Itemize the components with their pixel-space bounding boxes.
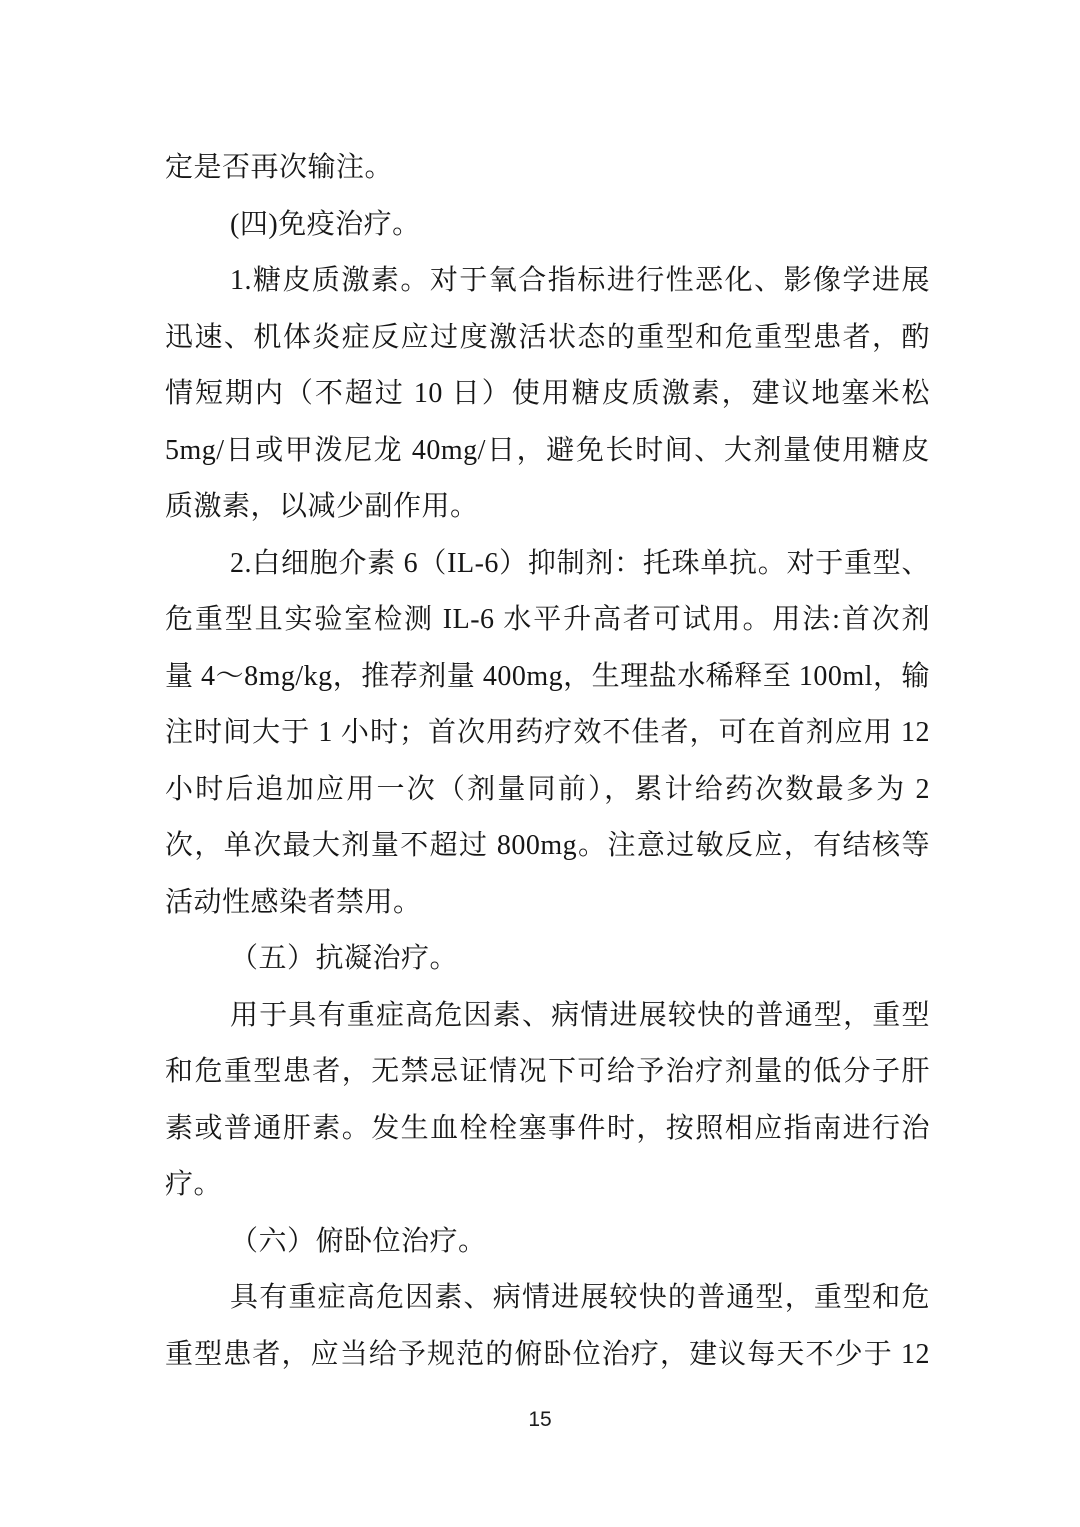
- text-line: （六）俯卧位治疗。: [230, 1225, 487, 1257]
- text-line: 量 4～8mg/kg，推荐剂量 400mg，生理盐水稀释至 100ml，输: [165, 660, 930, 692]
- page-number: 15: [528, 1408, 552, 1431]
- body-text: [165, 140, 930, 1383]
- text-line: 素或普通肝素。发生血栓栓塞事件时，按照相应指南进行治: [165, 1112, 930, 1144]
- text-line: 5mg/日或甲泼尼龙 40mg/日，避免长时间、大剂量使用糖皮: [165, 434, 930, 466]
- text-line: 危重型且实验室检测 IL-6 水平升高者可试用。用法:首次剂: [165, 604, 930, 635]
- text-line: 质激素，以减少副作用。: [165, 491, 479, 522]
- text-line: 定是否再次输注。: [165, 152, 394, 183]
- text-line: 疗。: [165, 1169, 223, 1200]
- text-line: 1.糖皮质激素。对于氧合指标进行性恶化、影像学进展: [230, 265, 930, 296]
- page-footer: [0, 1408, 1080, 1432]
- text-line: 注时间大于 1 小时；首次用药疗效不佳者，可在首剂应用 12: [165, 717, 930, 748]
- text-line: 和危重型患者，无禁忌证情况下可给予治疗剂量的低分子肝: [165, 1056, 930, 1087]
- text-line: 迅速、机体炎症反应过度激活状态的重型和危重型患者，酌: [165, 321, 930, 353]
- text-line: 活动性感染者禁用。: [165, 886, 422, 918]
- text-line: 重型患者，应当给予规范的俯卧位治疗，建议每天不少于 12: [165, 1338, 930, 1370]
- text-line: 次，单次最大剂量不超过 800mg。注意过敏反应，有结核等: [165, 830, 930, 861]
- text-line: 2.白细胞介素 6（IL-6）抑制剂：托珠单抗。对于重型、: [230, 547, 930, 579]
- text-line: 情短期内（不超过 10 日）使用糖皮质激素，建议地塞米松: [165, 378, 930, 409]
- text-line: （五）抗凝治疗。: [230, 943, 459, 974]
- text-line: 小时后追加应用一次（剂量同前），累计给药次数最多为 2: [165, 773, 930, 805]
- text-line: (四)免疫治疗。: [230, 208, 421, 240]
- text-line: 具有重症高危因素、病情进展较快的普通型，重型和危: [230, 1282, 930, 1313]
- text-line: 用于具有重症高危因素、病情进展较快的普通型，重型: [230, 999, 930, 1031]
